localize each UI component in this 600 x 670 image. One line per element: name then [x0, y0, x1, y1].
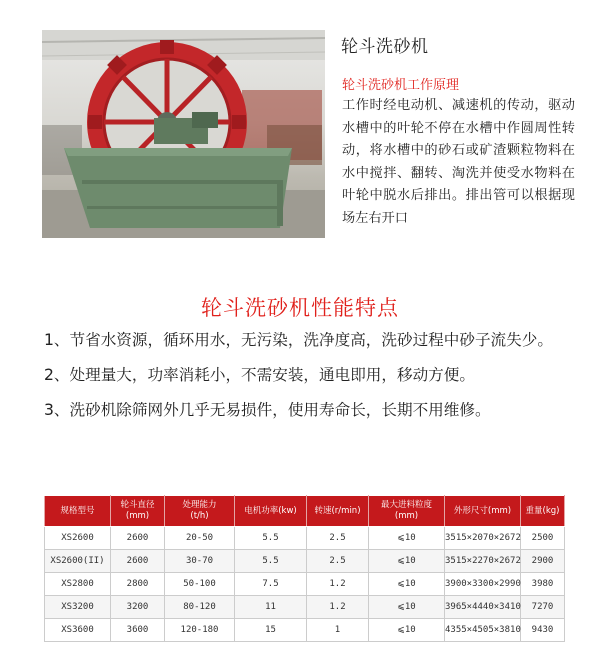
- cell-weight: 3980: [521, 573, 565, 596]
- cell-diameter: 2600: [111, 527, 165, 550]
- cell-power: 5.5: [235, 527, 307, 550]
- cell-model: XS3200: [45, 596, 111, 619]
- cell-speed: 1.2: [307, 573, 369, 596]
- cell-diameter: 3600: [111, 619, 165, 642]
- cell-dimensions: 3965×4440×3410: [445, 596, 521, 619]
- header-capacity: 处理能力 (t/h): [165, 496, 235, 527]
- features-heading: 轮斗洗砂机性能特点: [201, 296, 399, 320]
- table-row: [45, 550, 565, 573]
- cell-feed-size: ⩽10: [369, 550, 445, 573]
- table-row: [45, 619, 565, 642]
- cell-capacity: 80-120: [165, 596, 235, 619]
- cell-speed: 1.2: [307, 596, 369, 619]
- cell-diameter: 3200: [111, 596, 165, 619]
- principle-heading: 轮斗洗砂机工作原理: [342, 78, 460, 93]
- cell-model: XS2800: [45, 573, 111, 596]
- cell-power: 11: [235, 596, 307, 619]
- cell-dimensions: 3900×3300×2990: [445, 573, 521, 596]
- cell-diameter: 2800: [111, 573, 165, 596]
- cell-feed-size: ⩽10: [369, 596, 445, 619]
- cell-power: 7.5: [235, 573, 307, 596]
- cell-weight: 2900: [521, 550, 565, 573]
- header-weight: 重量(kg): [521, 496, 565, 527]
- sand-washer-illustration: [42, 30, 325, 238]
- cell-weight: 9430: [521, 619, 565, 642]
- cell-weight: 7270: [521, 596, 565, 619]
- product-title: 轮斗洗砂机: [341, 37, 429, 57]
- table-row: [45, 596, 565, 619]
- features-list: [44, 328, 574, 433]
- cell-feed-size: ⩽10: [369, 527, 445, 550]
- cell-power: 15: [235, 619, 307, 642]
- cell-model: XS3600: [45, 619, 111, 642]
- cell-weight: 2500: [521, 527, 565, 550]
- header-speed: 转速(r/min): [307, 496, 369, 527]
- cell-dimensions: 3515×2270×2672: [445, 550, 521, 573]
- cell-dimensions: 3515×2070×2672: [445, 527, 521, 550]
- header-max-feed-size: 最大进料粒度 (mm): [369, 496, 445, 527]
- header-wheel-diameter: 轮斗直径 (mm): [111, 496, 165, 527]
- cell-speed: 1: [307, 619, 369, 642]
- product-photo: [42, 30, 325, 238]
- cell-capacity: 30-70: [165, 550, 235, 573]
- feature-item: 3、洗砂机除筛网外几乎无易损件，使用寿命长，长期不用维修。: [44, 401, 491, 419]
- cell-diameter: 2600: [111, 550, 165, 573]
- cell-capacity: 120-180: [165, 619, 235, 642]
- cell-feed-size: ⩽10: [369, 619, 445, 642]
- cell-capacity: 20-50: [165, 527, 235, 550]
- header-motor-power: 电机功率(kw): [235, 496, 307, 527]
- cell-speed: 2.5: [307, 550, 369, 573]
- spec-table: [44, 495, 565, 642]
- table-header-row: [45, 496, 565, 527]
- cell-model: XS2600(II): [45, 550, 111, 573]
- header-dimensions: 外形尺寸(mm): [445, 496, 521, 527]
- feature-item: 2、处理量大，功率消耗小，不需安装，通电即用，移动方便。: [44, 366, 475, 384]
- cell-power: 5.5: [235, 550, 307, 573]
- table-row: [45, 527, 565, 550]
- cell-dimensions: 4355×4505×3810: [445, 619, 521, 642]
- cell-feed-size: ⩽10: [369, 573, 445, 596]
- table-row: [45, 573, 565, 596]
- feature-item: 1、节省水资源，循环用水，无污染，洗净度高，洗砂过程中砂子流失少。: [44, 331, 553, 349]
- cell-capacity: 50-100: [165, 573, 235, 596]
- principle-description: 工作时经电动机、减速机的传动，驱动水槽中的叶轮不停在水槽中作圆周性转动，将水槽中的砂石或矿渣颗粒物料在水中搅拌、翻转、淘洗并使受水物料在叶轮中脱水后排出。排出管可以根据现场左右开口: [342, 98, 575, 226]
- header-model: 规格型号: [45, 496, 111, 527]
- cell-model: XS2600: [45, 527, 111, 550]
- cell-speed: 2.5: [307, 527, 369, 550]
